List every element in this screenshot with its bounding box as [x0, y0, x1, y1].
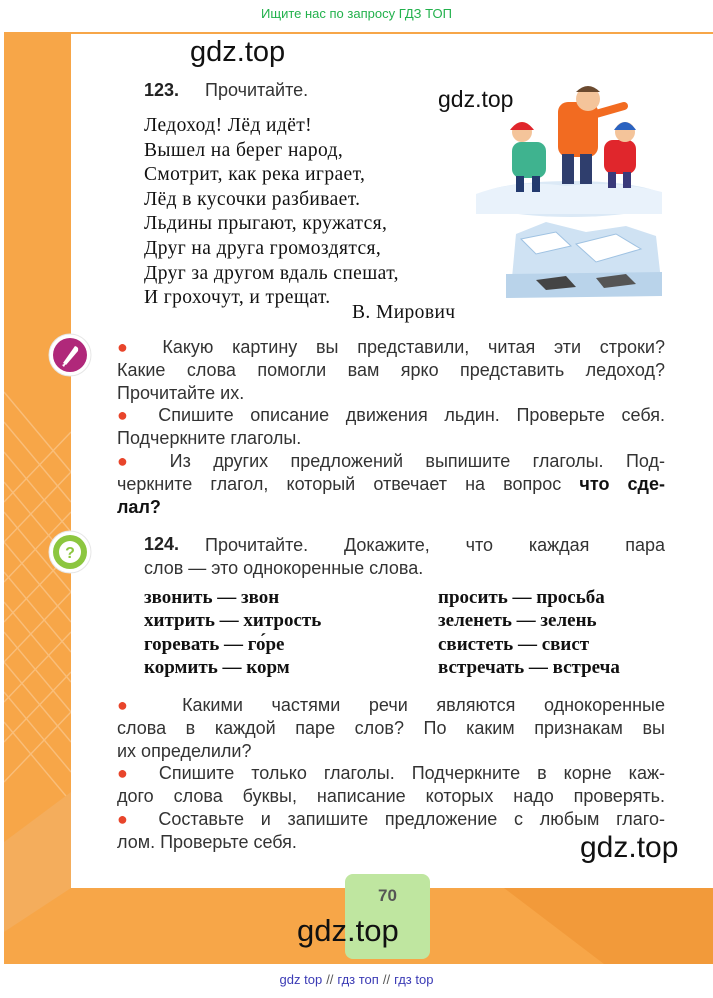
bullet-icon: ● — [117, 695, 152, 715]
poem-line: Льдины прыгают, кружатся, — [144, 213, 388, 235]
task-text: Спишите описание движения льдин. Проверьте себя. — [158, 405, 665, 426]
task-line — [117, 808, 665, 831]
task-line: Прочитайте их. — [117, 382, 245, 403]
word-pair: звонить — звон — [144, 587, 280, 608]
task-text: Из других предложений выпишите глаголы. Под- — [169, 450, 665, 471]
top-banner: Ищите нас по запросу ГДЗ ТОП — [261, 6, 452, 21]
task-line — [117, 694, 665, 717]
task-line — [117, 473, 665, 496]
ice-drift-illustration — [476, 84, 662, 306]
watermark: gdz.top — [297, 913, 399, 948]
instruction-line: слов — это однокоренные слова. — [144, 558, 424, 578]
banner-link[interactable]: гдз топ — [337, 972, 379, 987]
question-bold: что сде- — [579, 473, 665, 494]
exercise-123-instruction: Прочитайте. — [205, 80, 309, 100]
task-line: лом. Проверьте себя. — [117, 831, 297, 852]
task-text: Составьте и запишите предложение с любым глаго- — [158, 808, 665, 829]
poem-line: Ледоход! Лёд идёт! — [144, 115, 313, 136]
poem-line: Друг на друга громоздятся, — [144, 237, 382, 259]
exercise-123-number: 123. — [144, 80, 180, 100]
instruction-line: Прочитайте. Докажите, что каждая пара — [205, 535, 665, 555]
task-line: их определили? — [117, 740, 252, 761]
bullet-icon: ● — [117, 808, 140, 829]
task-line — [117, 450, 665, 473]
exercise-123-tasks — [117, 336, 665, 518]
bullet-icon: ● — [117, 337, 142, 357]
task-text: черкните глагол, который отвечает на вопрос — [117, 473, 562, 494]
poem-line: Лёд в кусочки разбивает. — [144, 188, 361, 210]
task-line — [117, 762, 665, 785]
exercise-124-tasks — [117, 694, 665, 854]
word-pairs-right — [438, 586, 620, 679]
banner-link[interactable]: гдз top — [394, 972, 434, 987]
poem-author: В. Мирович — [352, 302, 456, 323]
question-bold: лал? — [117, 496, 161, 517]
word-pair: встречать — встреча — [438, 656, 620, 678]
bullet-icon: ● — [117, 405, 140, 426]
watermark: gdz.top — [580, 831, 679, 864]
word-pair: просить — просьба — [438, 587, 605, 608]
separator: // — [326, 972, 334, 987]
question-icon — [48, 530, 92, 574]
exercise-124-number: 124. — [144, 534, 180, 554]
task-text: Какими частями речи являются однокоренные — [182, 695, 665, 715]
banner-link[interactable]: gdz top — [279, 972, 323, 987]
bullet-icon: ● — [117, 763, 140, 784]
bottom-banner — [0, 972, 713, 987]
svg-text:?: ? — [65, 545, 75, 562]
poem-line: Вышел на берег народ, — [144, 139, 344, 161]
word-pair: зеленеть — зелень — [438, 610, 597, 632]
word-pair: свистеть — свист — [438, 633, 590, 655]
task-line — [117, 404, 665, 427]
poem-line: Друг за другом вдаль спешат, — [144, 262, 399, 284]
page-number: 70 — [378, 886, 397, 905]
task-line — [117, 336, 665, 359]
poem-line: Смотрит, как река играет, — [144, 164, 366, 186]
task-line: дого слова буквы, написание которых надо проверять. — [117, 786, 665, 807]
bullet-icon: ● — [117, 450, 146, 471]
task-line: Подчеркните глаголы. — [117, 428, 302, 449]
separator: // — [382, 972, 391, 987]
exercise-124-instruction — [144, 557, 664, 580]
watermark: gdz.top — [438, 86, 514, 112]
word-pair: кормить — корм — [144, 656, 290, 678]
task-line — [117, 496, 665, 519]
watermark: gdz.top — [190, 36, 286, 68]
task-line: Какие слова помогли вам ярко представить ледоход? — [117, 359, 665, 380]
poem-line: И грохочут, и трещат. — [144, 287, 331, 309]
poem — [144, 114, 399, 311]
task-text: Какую картину вы представили, читая эти строки? — [162, 337, 665, 357]
task-line: слова в каждой паре слов? По каким признакам вы — [117, 717, 665, 738]
word-pairs-left — [144, 586, 321, 679]
word-pair: горевать — го́ре — [144, 633, 285, 655]
word-pair: хитрить — хитрость — [144, 610, 322, 632]
exercise-124-instruction — [205, 534, 665, 557]
task-text: Спишите только глаголы. Подчеркните в корне каж- — [158, 763, 666, 784]
pen-icon — [48, 333, 92, 377]
